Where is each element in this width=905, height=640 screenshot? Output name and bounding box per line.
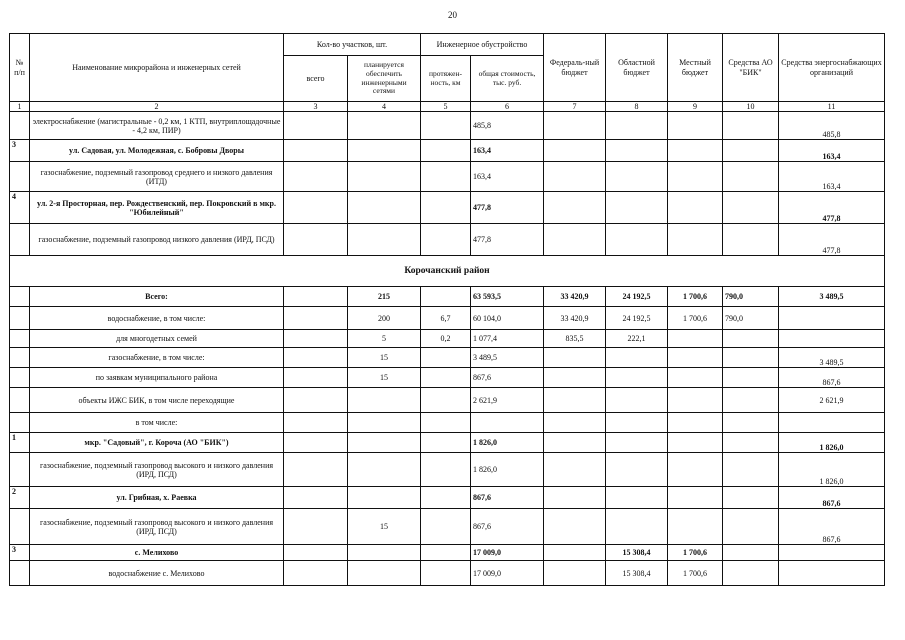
- bik-funds: [723, 112, 779, 140]
- total-cost: 867,6: [471, 368, 544, 388]
- plots-total: [284, 368, 348, 388]
- bik-funds: [723, 140, 779, 162]
- energy-funds: 867,6: [779, 487, 885, 509]
- bik-funds: [723, 348, 779, 368]
- bik-funds: 790,0: [723, 287, 779, 307]
- local-budget: [668, 112, 723, 140]
- local-budget: [668, 330, 723, 348]
- bik-funds: [723, 453, 779, 487]
- header-plots-planned: планируется обеспечить инженерными сетями: [348, 56, 421, 102]
- energy-funds: [779, 561, 885, 586]
- row-name: ул. 2-я Просторная, пер. Рождественский, пер. Покровский в мкр. "Юбилейный": [30, 192, 284, 224]
- local-budget: 1 700,6: [668, 561, 723, 586]
- row-number: [10, 224, 30, 256]
- length-km: [421, 561, 471, 586]
- table-row: [10, 330, 885, 348]
- local-budget: [668, 224, 723, 256]
- table-row: [10, 545, 885, 561]
- column-number: 1: [10, 102, 30, 112]
- regional-budget: [606, 453, 668, 487]
- length-km: [421, 192, 471, 224]
- federal-budget: [544, 561, 606, 586]
- column-number: 11: [779, 102, 885, 112]
- table-row: [10, 388, 885, 413]
- bik-funds: [723, 224, 779, 256]
- length-km: [421, 348, 471, 368]
- column-number: 7: [544, 102, 606, 112]
- plots-planned: [348, 453, 421, 487]
- header-plots-total: всего: [284, 56, 348, 102]
- plots-total: [284, 140, 348, 162]
- plots-total: [284, 487, 348, 509]
- row-number: [10, 561, 30, 586]
- header-regional: Областной бюджет: [606, 34, 668, 102]
- local-budget: [668, 453, 723, 487]
- table-row: [10, 561, 885, 586]
- plots-total: [284, 224, 348, 256]
- section-row-group: [10, 256, 885, 287]
- federal-budget: [544, 112, 606, 140]
- local-budget: [668, 509, 723, 545]
- row-number: [10, 453, 30, 487]
- total-cost: 3 489,5: [471, 348, 544, 368]
- plots-planned: [348, 433, 421, 453]
- total-cost: 163,4: [471, 140, 544, 162]
- section-row: [10, 256, 885, 287]
- federal-budget: [544, 192, 606, 224]
- total-cost: 1 077,4: [471, 330, 544, 348]
- federal-budget: [544, 348, 606, 368]
- federal-budget: [544, 433, 606, 453]
- total-cost: 477,8: [471, 192, 544, 224]
- row-number: [10, 368, 30, 388]
- table-row: [10, 224, 885, 256]
- table-row: [10, 112, 885, 140]
- total-cost: 867,6: [471, 487, 544, 509]
- table-row: [10, 453, 885, 487]
- plots-planned: [348, 224, 421, 256]
- regional-budget: [606, 433, 668, 453]
- length-km: 0,2: [421, 330, 471, 348]
- local-budget: [668, 388, 723, 413]
- header-energy: Средства энергоснабжающих организаций: [779, 34, 885, 102]
- header-num: № п/п: [10, 34, 30, 102]
- local-budget: 1 700,6: [668, 287, 723, 307]
- regional-budget: [606, 348, 668, 368]
- plots-planned: 15: [348, 368, 421, 388]
- plots-planned: [348, 561, 421, 586]
- plots-planned: 15: [348, 509, 421, 545]
- length-km: [421, 453, 471, 487]
- local-budget: [668, 413, 723, 433]
- column-number: 9: [668, 102, 723, 112]
- column-number: 6: [471, 102, 544, 112]
- regional-budget: [606, 388, 668, 413]
- plots-total: [284, 545, 348, 561]
- bik-funds: [723, 413, 779, 433]
- plots-total: [284, 307, 348, 330]
- local-budget: [668, 368, 723, 388]
- federal-budget: [544, 388, 606, 413]
- federal-budget: 33 420,9: [544, 307, 606, 330]
- energy-funds: 1 826,0: [779, 453, 885, 487]
- row-number: [10, 112, 30, 140]
- length-km: [421, 388, 471, 413]
- plots-planned: 15: [348, 348, 421, 368]
- table-body-bottom: [10, 287, 885, 586]
- row-number: [10, 509, 30, 545]
- total-cost: 17 009,0: [471, 545, 544, 561]
- local-budget: [668, 433, 723, 453]
- row-name: для многодетных семей: [30, 330, 284, 348]
- federal-budget: [544, 509, 606, 545]
- plots-total: [284, 112, 348, 140]
- row-name: электроснабжение (магистральные - 0,2 км, 1 КТП, внутриплощадочные - 4,2 км, ПИР): [30, 112, 284, 140]
- plots-planned: [348, 140, 421, 162]
- local-budget: [668, 140, 723, 162]
- federal-budget: 835,5: [544, 330, 606, 348]
- energy-funds: [779, 307, 885, 330]
- row-name: объекты ИЖС БИК, в том числе переходящие: [30, 388, 284, 413]
- local-budget: [668, 487, 723, 509]
- local-budget: [668, 162, 723, 192]
- energy-funds: [779, 330, 885, 348]
- row-name: водоснабжение с. Мелихово: [30, 561, 284, 586]
- federal-budget: [544, 453, 606, 487]
- plots-planned: 200: [348, 307, 421, 330]
- length-km: 6,7: [421, 307, 471, 330]
- regional-budget: 222,1: [606, 330, 668, 348]
- bik-funds: [723, 509, 779, 545]
- federal-budget: [544, 545, 606, 561]
- bik-funds: [723, 545, 779, 561]
- length-km: [421, 545, 471, 561]
- plots-planned: [348, 112, 421, 140]
- header-length: протяжен-ность, км: [421, 56, 471, 102]
- federal-budget: [544, 413, 606, 433]
- header-cost: общая стоимость, тыс. руб.: [471, 56, 544, 102]
- plots-planned: [348, 545, 421, 561]
- column-number: 5: [421, 102, 471, 112]
- row-name: газоснабжение, в том числе:: [30, 348, 284, 368]
- plots-planned: [348, 413, 421, 433]
- plots-total: [284, 413, 348, 433]
- total-cost: 1 826,0: [471, 433, 544, 453]
- row-number: [10, 413, 30, 433]
- row-number: 3: [10, 140, 30, 162]
- regional-budget: [606, 224, 668, 256]
- length-km: [421, 368, 471, 388]
- table-row: [10, 307, 885, 330]
- header-bik: Средства АО "БИК": [723, 34, 779, 102]
- column-number: 2: [30, 102, 284, 112]
- regional-budget: 24 192,5: [606, 307, 668, 330]
- plots-total: [284, 330, 348, 348]
- bik-funds: [723, 162, 779, 192]
- regional-budget: [606, 368, 668, 388]
- regional-budget: [606, 162, 668, 192]
- table-row: [10, 509, 885, 545]
- energy-funds: 2 621,9: [779, 388, 885, 413]
- table-row: [10, 487, 885, 509]
- total-cost: 485,8: [471, 112, 544, 140]
- bik-funds: [723, 192, 779, 224]
- federal-budget: [544, 140, 606, 162]
- total-cost: 1 826,0: [471, 453, 544, 487]
- header-engineering-group: Инженерное обустройство: [421, 34, 544, 56]
- length-km: [421, 162, 471, 192]
- financing-table: [9, 33, 885, 586]
- plots-total: [284, 162, 348, 192]
- table-row: [10, 348, 885, 368]
- energy-funds: 3 489,5: [779, 287, 885, 307]
- row-name: Всего:: [30, 287, 284, 307]
- total-cost: 867,6: [471, 509, 544, 545]
- column-number-row: [10, 102, 885, 112]
- length-km: [421, 112, 471, 140]
- bik-funds: [723, 561, 779, 586]
- regional-budget: [606, 509, 668, 545]
- bik-funds: [723, 433, 779, 453]
- total-cost: 477,8: [471, 224, 544, 256]
- table-row: [10, 433, 885, 453]
- column-number: 10: [723, 102, 779, 112]
- bik-funds: [723, 368, 779, 388]
- length-km: [421, 224, 471, 256]
- length-km: [421, 287, 471, 307]
- table-row: [10, 192, 885, 224]
- energy-funds: 3 489,5: [779, 348, 885, 368]
- energy-funds: 867,6: [779, 368, 885, 388]
- row-name: ул. Садовая, ул. Молодежная, с. Бобровы Дворы: [30, 140, 284, 162]
- regional-budget: [606, 140, 668, 162]
- row-number: 2: [10, 487, 30, 509]
- regional-budget: 15 308,4: [606, 561, 668, 586]
- federal-budget: [544, 487, 606, 509]
- length-km: [421, 140, 471, 162]
- bik-funds: [723, 330, 779, 348]
- energy-funds: [779, 545, 885, 561]
- row-name: мкр. "Садовый", г. Короча (АО "БИК"): [30, 433, 284, 453]
- energy-funds: [779, 413, 885, 433]
- table-row: [10, 162, 885, 192]
- plots-total: [284, 561, 348, 586]
- bik-funds: 790,0: [723, 307, 779, 330]
- section-title: Корочанский район: [10, 256, 885, 287]
- column-number: 3: [284, 102, 348, 112]
- column-number: 4: [348, 102, 421, 112]
- plots-total: [284, 348, 348, 368]
- plots-total: [284, 453, 348, 487]
- energy-funds: 485,8: [779, 112, 885, 140]
- table-row: [10, 368, 885, 388]
- plots-planned: [348, 487, 421, 509]
- row-number: [10, 287, 30, 307]
- regional-budget: [606, 413, 668, 433]
- energy-funds: 867,6: [779, 509, 885, 545]
- row-number: 4: [10, 192, 30, 224]
- total-cost: 60 104,0: [471, 307, 544, 330]
- length-km: [421, 413, 471, 433]
- length-km: [421, 509, 471, 545]
- length-km: [421, 487, 471, 509]
- plots-total: [284, 287, 348, 307]
- regional-budget: 15 308,4: [606, 545, 668, 561]
- row-name: водоснабжение, в том числе:: [30, 307, 284, 330]
- row-name: газоснабжение, подземный газопровод высокого и низкого давления (ИРД, ПСД): [30, 509, 284, 545]
- plots-planned: [348, 162, 421, 192]
- row-number: [10, 330, 30, 348]
- total-cost: [471, 413, 544, 433]
- energy-funds: 1 826,0: [779, 433, 885, 453]
- regional-budget: [606, 192, 668, 224]
- federal-budget: [544, 368, 606, 388]
- bik-funds: [723, 487, 779, 509]
- header-plots-group: Кол-во участков, шт.: [284, 34, 421, 56]
- plots-total: [284, 433, 348, 453]
- row-number: [10, 307, 30, 330]
- energy-funds: 163,4: [779, 140, 885, 162]
- plots-planned: 5: [348, 330, 421, 348]
- plots-planned: [348, 388, 421, 413]
- energy-funds: 477,8: [779, 224, 885, 256]
- plots-total: [284, 509, 348, 545]
- row-number: [10, 348, 30, 368]
- page-number: 20: [448, 10, 457, 20]
- regional-budget: 24 192,5: [606, 287, 668, 307]
- energy-funds: 477,8: [779, 192, 885, 224]
- column-number: 8: [606, 102, 668, 112]
- total-cost: 2 621,9: [471, 388, 544, 413]
- row-name: газоснабжение, подземный газопровод среднего и низкого давления (ИТД): [30, 162, 284, 192]
- bik-funds: [723, 388, 779, 413]
- row-name: ул. Грибная, х. Раевка: [30, 487, 284, 509]
- row-number: 1: [10, 433, 30, 453]
- row-name: газоснабжение, подземный газопровод низкого давления (ИРД, ПСД): [30, 224, 284, 256]
- row-number: [10, 162, 30, 192]
- table-row: [10, 413, 885, 433]
- local-budget: [668, 192, 723, 224]
- plots-planned: 215: [348, 287, 421, 307]
- table-row: [10, 140, 885, 162]
- row-name: по заявкам муниципального района: [30, 368, 284, 388]
- row-number: [10, 388, 30, 413]
- header-local: Местный бюджет: [668, 34, 723, 102]
- total-cost: 63 593,5: [471, 287, 544, 307]
- regional-budget: [606, 487, 668, 509]
- row-name: газоснабжение, подземный газопровод высокого и низкого давления (ИРД, ПСД): [30, 453, 284, 487]
- plots-planned: [348, 192, 421, 224]
- row-name: с. Мелихово: [30, 545, 284, 561]
- row-name: в том числе:: [30, 413, 284, 433]
- table-row: [10, 287, 885, 307]
- plots-total: [284, 192, 348, 224]
- row-number: 3: [10, 545, 30, 561]
- federal-budget: 33 420,9: [544, 287, 606, 307]
- total-cost: 17 009,0: [471, 561, 544, 586]
- plots-total: [284, 388, 348, 413]
- energy-funds: 163,4: [779, 162, 885, 192]
- header-federal: Федераль-ный бюджет: [544, 34, 606, 102]
- local-budget: [668, 348, 723, 368]
- table-body-top: [10, 112, 885, 256]
- regional-budget: [606, 112, 668, 140]
- federal-budget: [544, 162, 606, 192]
- local-budget: 1 700,6: [668, 307, 723, 330]
- length-km: [421, 433, 471, 453]
- header-name: Наименование микрорайона и инженерных сетей: [30, 34, 284, 102]
- total-cost: 163,4: [471, 162, 544, 192]
- local-budget: 1 700,6: [668, 545, 723, 561]
- federal-budget: [544, 224, 606, 256]
